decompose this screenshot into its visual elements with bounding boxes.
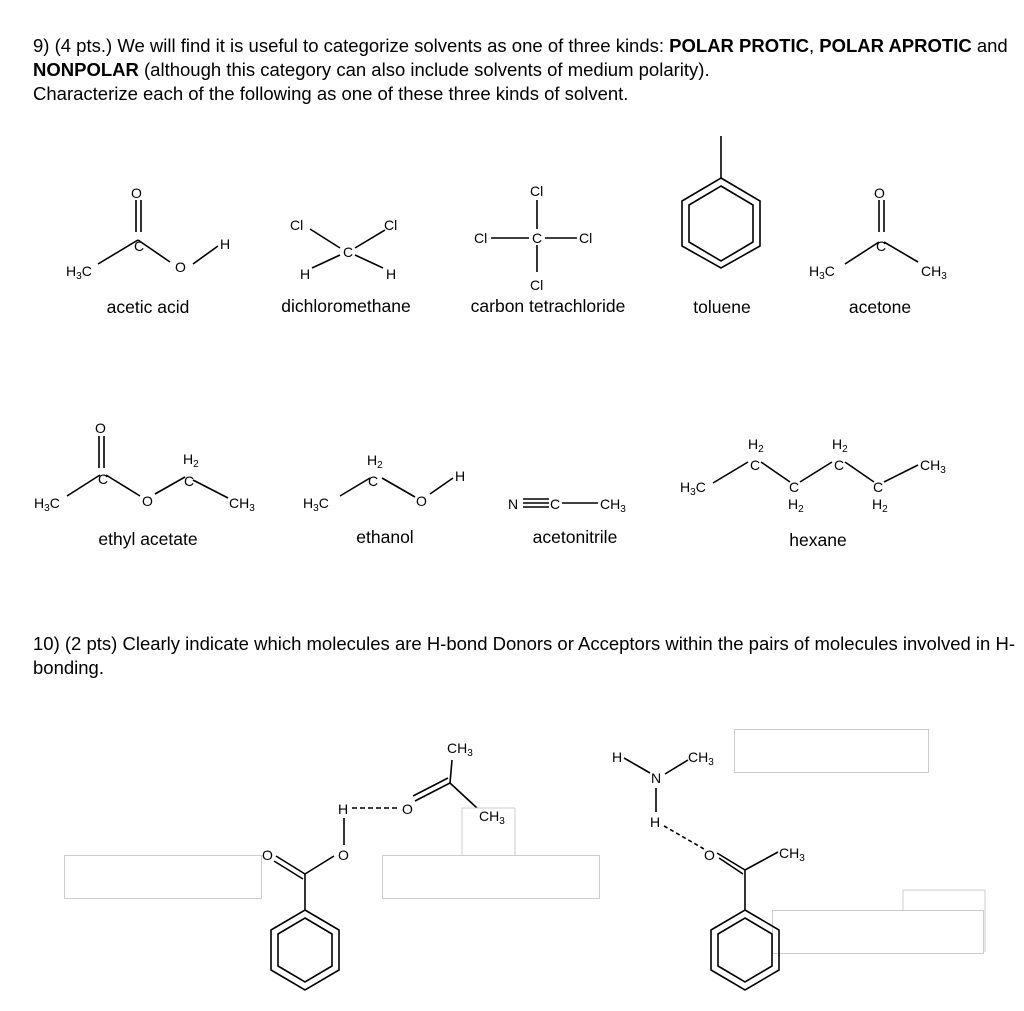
structure-ethanol [303, 452, 465, 547]
structure-acetic-acid [66, 185, 230, 317]
atom-ch3: $CH_3$ [229, 495, 255, 514]
q9-note: (although this category can also include solvents of medium polarity). [144, 59, 710, 80]
atom-cl: Cl [474, 230, 488, 246]
q10-points: (2 pts) [64, 633, 118, 654]
structure-acetone [809, 185, 947, 317]
q9-number: 9) [33, 35, 50, 56]
atom-ch3: $CH_3$ [688, 749, 714, 768]
atom-o: O [262, 847, 273, 863]
structure-carbon-tetrachloride [471, 183, 626, 316]
atom-o: O [95, 420, 106, 436]
atom-c: C [873, 479, 884, 495]
structure-ethyl-acetate [34, 420, 255, 549]
label-toluene: toluene [693, 297, 751, 317]
q10-text: Clearly indicate which molecules are H-bond Donors or Acceptors within the pairs of molecules involved in H-bonding. [33, 633, 1015, 678]
label-dichloromethane: dichloromethane [281, 296, 411, 316]
atom-ch3: $CH_3$ [921, 263, 947, 282]
atom-cl: Cl [530, 277, 544, 293]
atom-o: O [142, 493, 153, 509]
atom-o: O [402, 801, 413, 817]
atom-ch3: $CH_3$ [920, 457, 946, 476]
atom-h3c: $H_3C$ [680, 479, 706, 498]
atom-h3c: $H_3C$ [34, 495, 60, 514]
atom-ch3: $CH_3$ [600, 496, 626, 515]
atom-ch3: $CH_3$ [779, 845, 805, 864]
structure-toluene [682, 136, 760, 317]
atom-o: O [416, 493, 427, 509]
atom-h: H [220, 236, 231, 252]
atom-h3c: $H_3C$ [66, 263, 92, 282]
atom-c: C [876, 238, 887, 254]
atom-h2: $H_2$ [367, 452, 383, 471]
atom-o: O [131, 185, 142, 201]
atom-c: C [134, 238, 145, 254]
atom-o: O [704, 847, 715, 863]
atom-ch3: $CH_3$ [479, 808, 505, 827]
structure-dichloromethane [281, 217, 410, 316]
label-acetone: acetone [848, 297, 912, 317]
label-ethyl-acetate: ethyl acetate [98, 529, 198, 549]
label-hexane: hexane [789, 530, 847, 550]
atom-h3c: $H_3C$ [809, 263, 835, 282]
atom-cl: Cl [530, 183, 544, 199]
atom-o: O [874, 185, 885, 201]
atom-h2: $H_2$ [748, 436, 764, 455]
atom-o: O [338, 847, 349, 863]
atom-h: H [300, 266, 311, 282]
atom-h2: $H_2$ [788, 496, 804, 515]
q9-and: and [976, 35, 1008, 56]
atom-h2: $H_2$ [872, 496, 888, 515]
atom-c: C [750, 457, 761, 473]
q9-kind-nonpolar: NONPOLAR [33, 59, 139, 80]
atom-o: O [175, 259, 186, 275]
hbond-pair-2 [612, 749, 805, 990]
atom-c: C [834, 457, 845, 473]
atom-cl: Cl [579, 230, 593, 246]
atom-ch3: $CH_3$ [447, 740, 473, 759]
q9-intro: We will find it is useful to categorize solvents as one of three kinds: [117, 35, 665, 56]
atom-h: H [386, 266, 397, 282]
q9-kind-polar-protic: POLAR PROTIC [669, 35, 809, 56]
atom-h: H [338, 801, 349, 817]
atom-h2: $H_2$ [183, 451, 199, 470]
atom-h3c: $H_3C$ [303, 495, 329, 514]
atom-h: H [612, 749, 623, 765]
atom-n: N [508, 496, 519, 512]
structure-hexane [680, 436, 946, 550]
hbond-pair-1 [262, 740, 505, 990]
atom-c: C [550, 496, 561, 512]
question-9: 9) (4 pts.) We will find it is useful to categorize solvents as one of three kinds: POLAR PROTIC, POLAR APROTIC and NONPOLAR (although this category can also include solvents of medium polarity). Characterize each of the following as one of these three kinds of solvent. [33, 35, 1008, 104]
atom-cl: Cl [384, 217, 398, 233]
atom-c: C [532, 230, 543, 246]
q10-number: 10) [33, 633, 60, 654]
atom-c: C [343, 244, 354, 260]
structure-acetonitrile [508, 496, 626, 547]
q9-points: (4 pts.) [54, 35, 113, 56]
q9-kind-polar-aprotic: POLAR APROTIC [819, 35, 972, 56]
atom-h: H [455, 468, 466, 484]
q9-instruction: Characterize each of the following as one of these three kinds of solvent. [33, 83, 629, 104]
atom-c: C [368, 473, 379, 489]
atom-n: N [651, 770, 662, 786]
atom-h: H [650, 814, 661, 830]
label-acetonitrile: acetonitrile [532, 527, 618, 547]
label-ethanol: ethanol [356, 527, 414, 547]
atom-c: C [789, 479, 800, 495]
atom-cl: Cl [290, 217, 304, 233]
atom-c: C [184, 473, 195, 489]
label-acetic-acid: acetic acid [106, 297, 190, 317]
label-carbon-tetrachloride: carbon tetrachloride [470, 296, 626, 316]
atom-c: C [98, 471, 109, 487]
atom-h2: $H_2$ [832, 436, 848, 455]
